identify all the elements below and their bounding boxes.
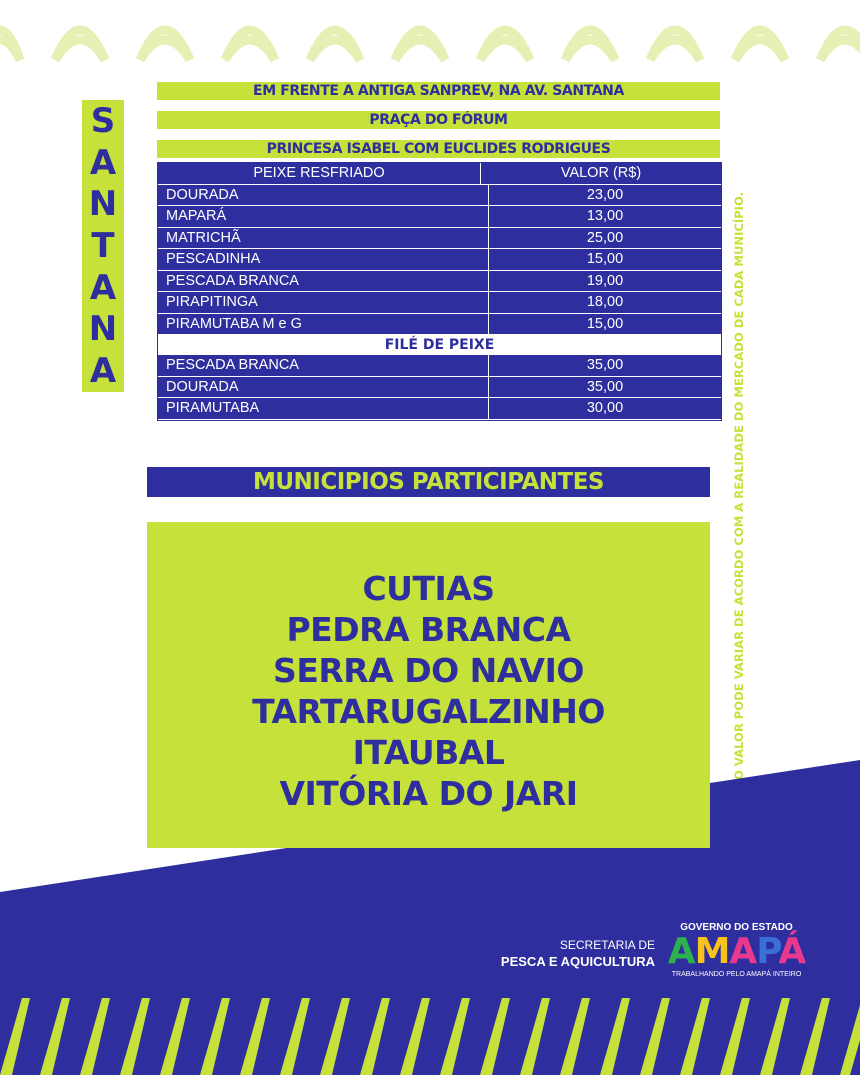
fish-price: 25,00 — [586, 229, 624, 246]
table-row — [158, 271, 721, 293]
city-letter: A — [89, 142, 117, 183]
government-logo — [664, 922, 809, 980]
location-bar-1: EM FRENTE A ANTIGA SANPREV, NA AV. SANTANA — [157, 82, 720, 100]
fish-name: MATRICHÃ — [158, 228, 489, 249]
price-disclaimer — [731, 190, 747, 780]
table-row — [158, 292, 721, 314]
table-row — [158, 185, 721, 207]
municipio-item: CUTIAS — [362, 569, 495, 608]
municipio-item: SERRA DO NAVIO — [273, 651, 584, 690]
municipios-title: MUNICIPIOS PARTICIPANTES — [147, 467, 710, 497]
table-row — [158, 228, 721, 250]
fish-name: PIRAMUTABA — [158, 398, 489, 419]
city-vertical-title — [82, 100, 124, 392]
fish-price: 15,00 — [586, 251, 624, 267]
location-bar-3: PRINCESA ISABEL COM EUCLIDES RODRIGUES — [157, 140, 720, 158]
header-fish: PEIXE RESFRIADO — [158, 163, 481, 184]
fish-price: 19,00 — [586, 272, 624, 289]
fish-price: 35,00 — [586, 378, 624, 395]
gov-logo-letter: M — [694, 931, 730, 972]
top-decorative-pattern — [0, 0, 860, 70]
municipio-item: VITÓRIA DO JARI — [279, 774, 578, 813]
secretaria-line1: SECRETARIA DE — [559, 938, 655, 952]
fish-name: PESCADINHA — [158, 249, 489, 270]
table-row — [158, 398, 721, 420]
fish-name: MAPARÁ — [158, 206, 489, 227]
municipio-item: TARTARUGALZINHO — [252, 692, 605, 731]
gov-logo-letter: Á — [778, 931, 806, 972]
secretaria-logo — [501, 937, 655, 971]
svg-text:O VALOR PODE VARIAR DE ACORDO: O VALOR PODE VARIAR DE ACORDO COM A REALIDADE DO MERCADO DE CADA MUNICÍPIO. — [732, 196, 746, 780]
fish-price: 30,00 — [586, 400, 624, 416]
price-table — [157, 162, 722, 421]
table-row — [158, 377, 721, 399]
gov-logo-letter: A — [667, 931, 695, 972]
city-letter: T — [91, 225, 115, 266]
fish-name: PESCADA BRANCA — [158, 271, 489, 292]
secretaria-line2: PESCA E AQUICULTURA — [500, 954, 655, 969]
city-letter: A — [89, 267, 117, 308]
location-bar-2: PRAÇA DO FÓRUM — [157, 111, 720, 129]
fish-name: DOURADA — [158, 185, 489, 206]
municipio-item: PEDRA BRANCA — [286, 610, 571, 649]
fish-name: DOURADA — [158, 377, 489, 398]
table-row — [158, 249, 721, 271]
fish-name: PIRAPITINGA — [158, 292, 489, 313]
gov-logo-letter: P — [756, 931, 779, 972]
header-value: VALOR (R$) — [560, 165, 642, 181]
fish-price: 13,00 — [586, 208, 624, 224]
fillet-section-title: FILÉ DE PEIXE — [158, 335, 721, 355]
city-letter: A — [89, 351, 117, 392]
fish-price: 15,00 — [586, 315, 624, 332]
fish-price: 23,00 — [586, 186, 624, 203]
table-row — [158, 355, 721, 377]
fish-name: PESCADA BRANCA — [158, 355, 489, 376]
table-row — [158, 206, 721, 228]
fish-price: 18,00 — [586, 294, 624, 310]
city-letter: N — [88, 184, 118, 225]
city-letter: N — [88, 309, 118, 350]
municipio-item: ITAUBAL — [352, 733, 505, 772]
gov-logo-letter: A — [729, 931, 757, 972]
city-letter: S — [90, 100, 116, 141]
table-row — [158, 314, 721, 336]
table-header-row — [158, 163, 721, 185]
gov-line1: GOVERNO DO ESTADO — [680, 922, 793, 933]
municipios-list — [147, 522, 710, 848]
fish-name: PIRAMUTABA M e G — [158, 314, 489, 335]
gov-slogan: TRABALHANDO PELO AMAPÁ INTEIRO — [671, 971, 802, 978]
gov-logo-text — [664, 931, 809, 972]
fish-price: 35,00 — [586, 357, 624, 373]
